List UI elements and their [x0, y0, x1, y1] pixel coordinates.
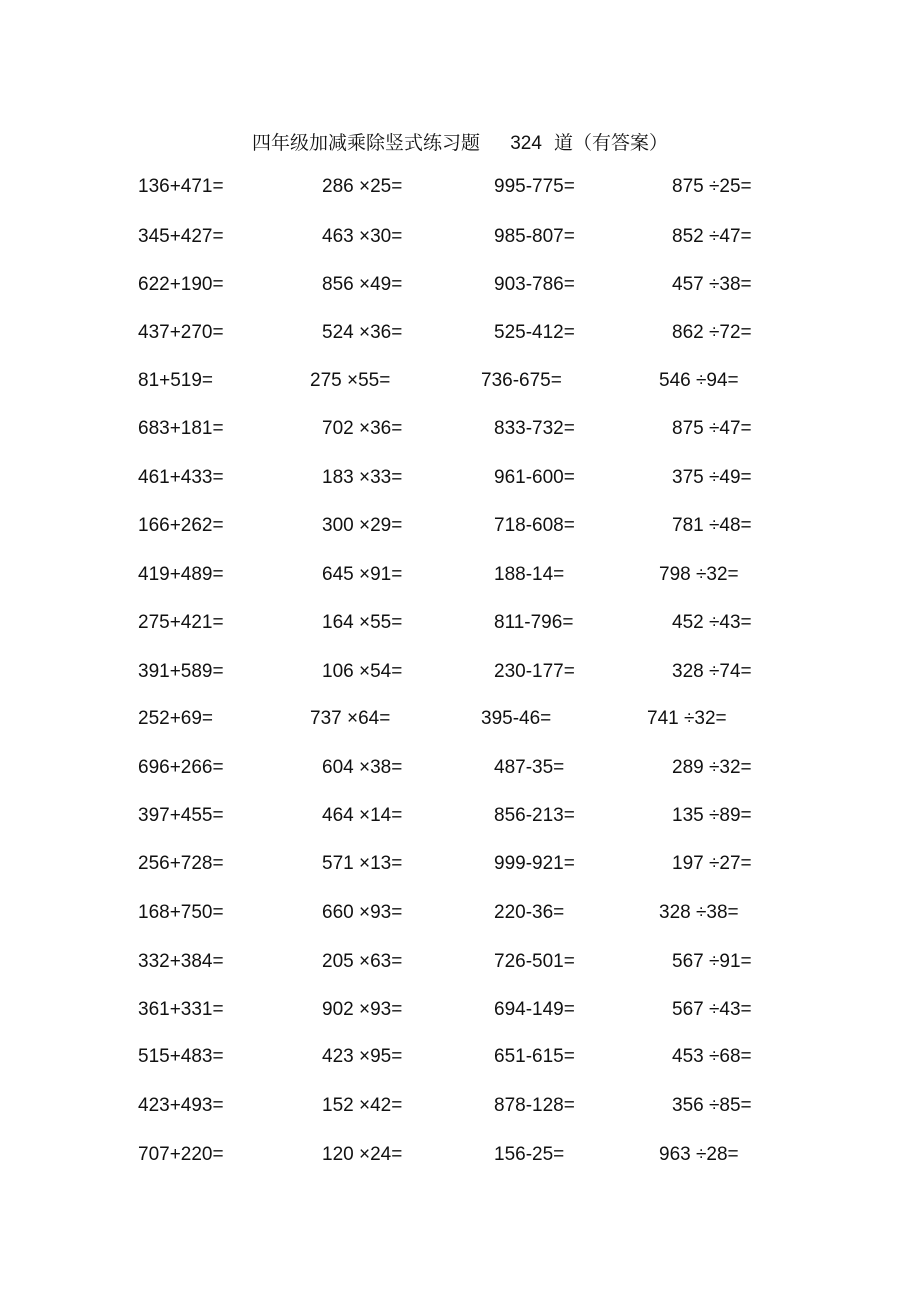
division-problem: 289 ÷32=	[672, 757, 752, 778]
addition-problem: 419+489=	[138, 564, 224, 585]
multiplication-problem: 604 ×38=	[322, 757, 403, 778]
problem-row	[0, 609, 920, 637]
addition-problem: 696+266=	[138, 757, 224, 778]
subtraction-problem: 726-501=	[494, 951, 575, 972]
multiplication-problem: 205 ×63=	[322, 951, 403, 972]
subtraction-problem: 156-25=	[494, 1144, 565, 1165]
subtraction-problem: 856-213=	[494, 805, 575, 826]
page-title	[0, 128, 920, 155]
division-problem: 197 ÷27=	[672, 853, 752, 874]
division-problem: 781 ÷48=	[672, 515, 752, 536]
problem-row	[0, 367, 920, 395]
problem-row	[0, 173, 920, 201]
subtraction-problem: 487-35=	[494, 757, 565, 778]
subtraction-problem: 999-921=	[494, 853, 575, 874]
division-problem: 798 ÷32=	[659, 564, 739, 585]
problem-row	[0, 1092, 920, 1120]
division-problem: 567 ÷91=	[672, 951, 752, 972]
addition-problem: 622+190=	[138, 274, 224, 295]
division-problem: 741 ÷32=	[647, 708, 727, 729]
addition-problem: 332+384=	[138, 951, 224, 972]
multiplication-problem: 856 ×49=	[322, 274, 403, 295]
subtraction-problem: 985-807=	[494, 226, 575, 247]
problem-row	[0, 899, 920, 927]
problem-row	[0, 996, 920, 1024]
division-problem: 963 ÷28=	[659, 1144, 739, 1165]
subtraction-problem: 961-600=	[494, 467, 575, 488]
problem-row	[0, 464, 920, 492]
multiplication-problem: 286 ×25=	[322, 176, 403, 197]
addition-problem: 515+483=	[138, 1046, 224, 1067]
division-problem: 328 ÷74=	[672, 661, 752, 682]
multiplication-problem: 120 ×24=	[322, 1144, 403, 1165]
division-problem: 862 ÷72=	[672, 322, 752, 343]
addition-problem: 252+69=	[138, 708, 214, 729]
problem-row	[0, 754, 920, 782]
problem-row	[0, 512, 920, 540]
division-problem: 852 ÷47=	[672, 226, 752, 247]
multiplication-problem: 902 ×93=	[322, 999, 403, 1020]
multiplication-problem: 106 ×54=	[322, 661, 403, 682]
subtraction-problem: 230-177=	[494, 661, 575, 682]
multiplication-problem: 300 ×29=	[322, 515, 403, 536]
subtraction-problem: 718-608=	[494, 515, 575, 536]
multiplication-problem: 152 ×42=	[322, 1095, 403, 1116]
subtraction-problem: 811-796=	[494, 612, 574, 633]
problem-row	[0, 223, 920, 251]
addition-problem: 683+181=	[138, 418, 224, 439]
division-problem: 567 ÷43=	[672, 999, 752, 1020]
problem-row	[0, 415, 920, 443]
addition-problem: 166+262=	[138, 515, 224, 536]
division-problem: 452 ÷43=	[672, 612, 752, 633]
multiplication-problem: 571 ×13=	[322, 853, 403, 874]
subtraction-problem: 694-149=	[494, 999, 575, 1020]
title-suffix: 道（有答案）	[554, 132, 669, 154]
subtraction-problem: 736-675=	[481, 370, 562, 391]
addition-problem: 423+493=	[138, 1095, 224, 1116]
multiplication-problem: 464 ×14=	[322, 805, 403, 826]
addition-problem: 397+455=	[138, 805, 224, 826]
addition-problem: 81+519=	[138, 370, 214, 391]
problem-row	[0, 1043, 920, 1071]
problem-row	[0, 658, 920, 686]
problem-row	[0, 948, 920, 976]
addition-problem: 345+427=	[138, 226, 224, 247]
subtraction-problem: 220-36=	[494, 902, 565, 923]
multiplication-problem: 423 ×95=	[322, 1046, 403, 1067]
problem-row	[0, 802, 920, 830]
problem-row	[0, 850, 920, 878]
multiplication-problem: 164 ×55=	[322, 612, 403, 633]
subtraction-problem: 651-615=	[494, 1046, 575, 1067]
addition-problem: 136+471=	[138, 176, 224, 197]
problem-row	[0, 271, 920, 299]
multiplication-problem: 524 ×36=	[322, 322, 403, 343]
addition-problem: 437+270=	[138, 322, 224, 343]
title-count: 324	[510, 133, 542, 154]
division-problem: 328 ÷38=	[659, 902, 739, 923]
division-problem: 875 ÷25=	[672, 176, 752, 197]
addition-problem: 361+331=	[138, 999, 224, 1020]
subtraction-problem: 188-14=	[494, 564, 565, 585]
division-problem: 356 ÷85=	[672, 1095, 752, 1116]
addition-problem: 461+433=	[138, 467, 224, 488]
title-prefix: 四年级加减乘除竖式练习题	[251, 132, 480, 154]
addition-problem: 256+728=	[138, 853, 224, 874]
multiplication-problem: 645 ×91=	[322, 564, 403, 585]
division-problem: 546 ÷94=	[659, 370, 739, 391]
subtraction-problem: 903-786=	[494, 274, 575, 295]
subtraction-problem: 395-46=	[481, 708, 552, 729]
problem-row	[0, 319, 920, 347]
multiplication-problem: 702 ×36=	[322, 418, 403, 439]
addition-problem: 168+750=	[138, 902, 224, 923]
subtraction-problem: 995-775=	[494, 176, 575, 197]
problem-row	[0, 705, 920, 733]
addition-problem: 391+589=	[138, 661, 224, 682]
division-problem: 135 ÷89=	[672, 805, 752, 826]
division-problem: 375 ÷49=	[672, 467, 752, 488]
addition-problem: 707+220=	[138, 1144, 224, 1165]
division-problem: 453 ÷68=	[672, 1046, 752, 1067]
multiplication-problem: 183 ×33=	[322, 467, 403, 488]
multiplication-problem: 275 ×55=	[310, 370, 391, 391]
multiplication-problem: 737 ×64=	[310, 708, 391, 729]
subtraction-problem: 833-732=	[494, 418, 575, 439]
subtraction-problem: 878-128=	[494, 1095, 575, 1116]
problem-row	[0, 561, 920, 589]
addition-problem: 275+421=	[138, 612, 224, 633]
division-problem: 457 ÷38=	[672, 274, 752, 295]
multiplication-problem: 660 ×93=	[322, 902, 403, 923]
division-problem: 875 ÷47=	[672, 418, 752, 439]
problem-row	[0, 1141, 920, 1169]
multiplication-problem: 463 ×30=	[322, 226, 403, 247]
subtraction-problem: 525-412=	[494, 322, 575, 343]
